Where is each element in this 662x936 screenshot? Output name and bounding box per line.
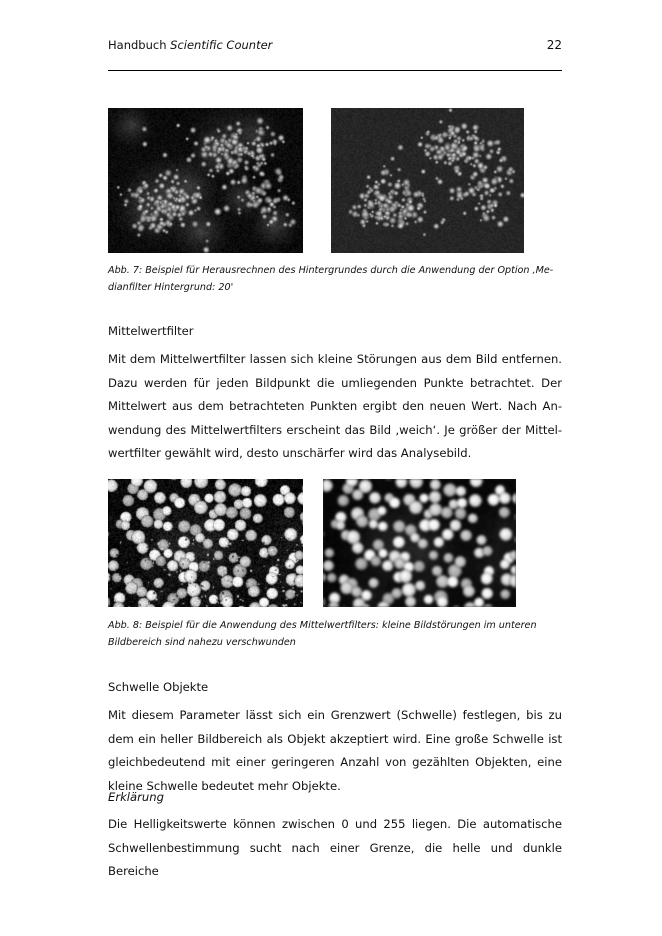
text-line: gleichbedeutend mit einer geringeren Anzahl von gezählten Objekten, eine (108, 755, 562, 770)
text-line: Mittelwert aus dem betrachteten Punkten ergibt den neuen Wert. Nach An- (108, 399, 562, 414)
micrograph-before-mean-filter (108, 479, 303, 607)
text-line: Mit diesem Parameter lässt sich ein Grenzwert (Schwelle) festlegen, bis zu (108, 708, 562, 722)
header-title-plain: Handbuch (108, 38, 171, 52)
caption-line: Abb. 8: Beispiel für die Anwendung des Mittelwertfilters: kleine Bildstörungen im unteren (108, 620, 537, 631)
paragraph-mittelwertfilter (108, 348, 562, 466)
figure-abb-7-images (108, 108, 524, 253)
header-title (108, 38, 272, 52)
text-line: Mit dem Mittelwertfilter lassen sich kleine Störungen aus dem Bild entfernen. (108, 352, 562, 366)
figure-abb-8-images (108, 479, 516, 607)
text-line: wertfilter gewählt wird, desto unschärfer wird das Analysebild. (108, 446, 472, 461)
heading-mittelwertfilter: Mittelwertfilter (108, 324, 194, 338)
heading-erklaerung: Erklärung (108, 790, 164, 804)
micrograph-after-background-removal (331, 108, 524, 253)
figure-abb-7-caption (108, 263, 562, 296)
paragraph-schwelle-objekte (108, 704, 562, 798)
page-header (108, 38, 562, 52)
header-rule (108, 70, 562, 71)
text-line: Die Helligkeitswerte können zwischen 0 und 255 liegen. Die automatische (108, 817, 562, 831)
paragraph-erklaerung (108, 813, 562, 884)
text-line: dem ein heller Bildbereich als Objekt akzeptiert wird. Eine große Schwelle ist (108, 731, 562, 746)
text-line: wendung des Mittelwertfilters erscheint das Bild ‚weich‘. Je größer der Mittel- (108, 422, 562, 437)
heading-schwelle-objekte: Schwelle Objekte (108, 680, 209, 694)
micrograph-before-background-removal (108, 108, 303, 253)
page-number: 22 (546, 38, 562, 52)
text-line: kleine Schwelle bedeutet mehr Objekte. (108, 778, 341, 793)
caption-line: Abb. 7: Beispiel für Herausrechnen des Hintergrundes durch die Anwendung der Option ‚Me- (108, 265, 554, 276)
text-line: Schwellenbestimmung sucht nach einer Grenze, die helle und dunkle Bereiche (108, 840, 562, 879)
header-title-italic: Scientific Counter (170, 38, 273, 52)
caption-line: Bildbereich sind nahezu verschwunden (108, 636, 296, 648)
micrograph-after-mean-filter (323, 479, 516, 607)
text-line: Dazu werden für jeden Bildpunkt die umliegenden Punkte betrachtet. Der (108, 375, 562, 390)
caption-line: dianfilter Hintergrund: 20' (108, 281, 234, 293)
figure-abb-8-caption (108, 618, 562, 651)
